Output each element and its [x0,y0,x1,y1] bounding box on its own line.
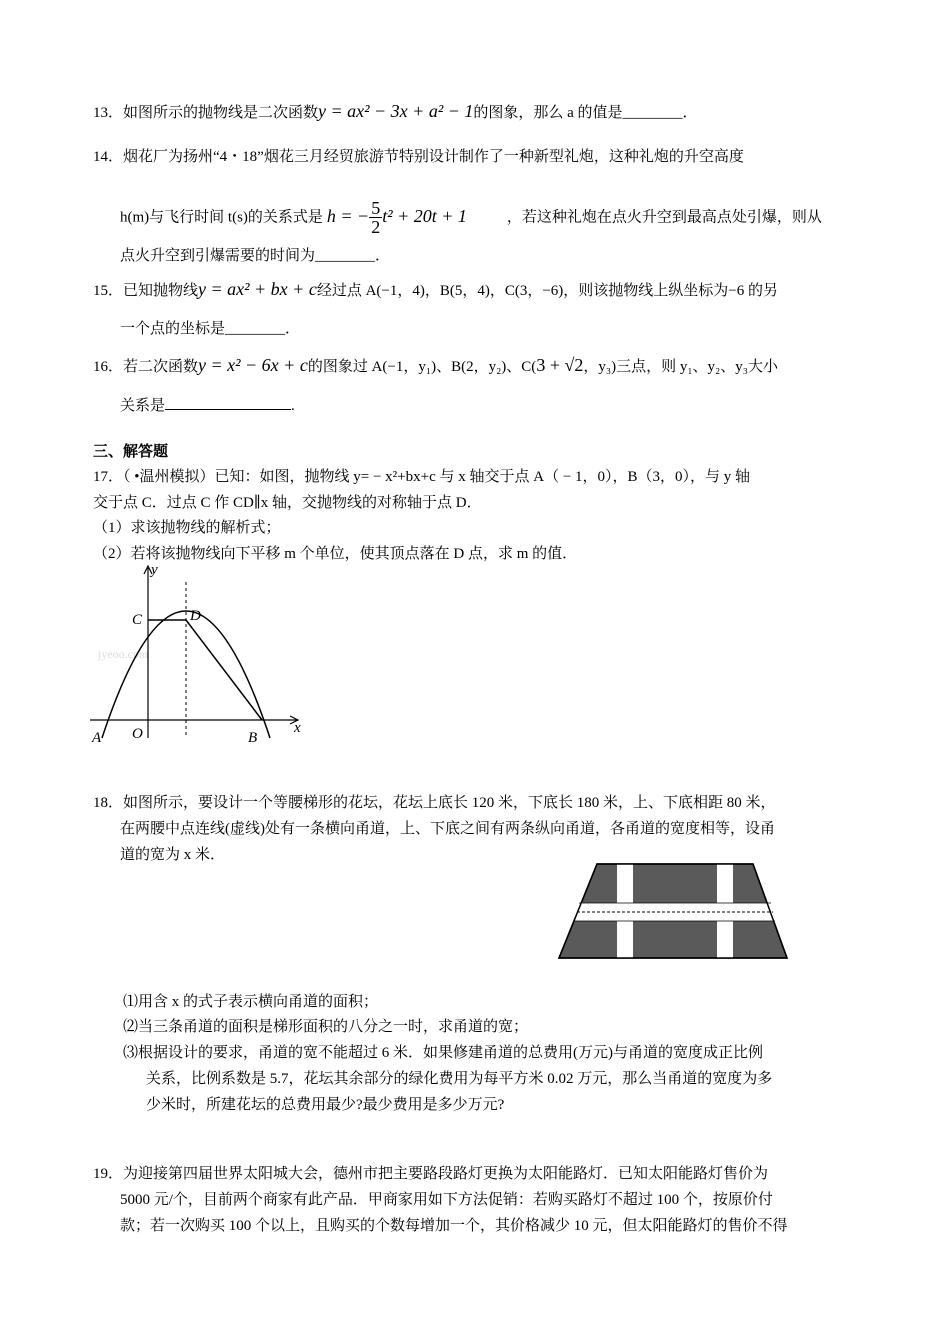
q16-text-suffix: ，y₃)三点，则 y₁、y₂、y₃大小 [583,359,779,375]
q16-text-line2: 关系是 [120,398,166,414]
q14-fraction [369,199,382,236]
q18-part2: ⑵当三条甬道的面积是梯形面积的八分之一时，求甬道的宽； [123,1019,529,1035]
q14-frac-denominator: 2 [371,217,381,237]
q18-part3-line2: 关系，比例系数是 5.7，花坛其余部分的绿化费用为每平方米 0.02 万元，那么当甬道的宽度为多 [146,1071,773,1087]
q18-line2: 在两腰中点连线(虚线)处有一条横向甬道，上、下底之间有两条纵向甬道，各甬道的宽度相等，设甬 [120,821,775,837]
q15-formula: y = ax² + bx + c [198,279,317,299]
q14-formula-rhs: t² + 20t + 1 [382,205,467,226]
q17-label-o: O [132,726,143,742]
q13-text-prefix: 13．如图所示的抛物线是二次函数 [93,105,319,121]
q17-line2: 交于点 C．过点 C 作 CD∥x 轴，交抛物线的对称轴于点 D． [93,495,482,511]
section-3-heading: 三、解答题 [93,443,169,460]
q16-answer-blank [165,409,291,410]
q14-frac-numerator: 5 [371,198,381,218]
q14-line3: 点火升空到引爆需要的时间为________． [120,248,391,264]
q14-line2 [120,199,822,236]
q13-text-suffix: 的图象，那么 a 的值是________． [473,105,698,121]
q14-formula [326,198,467,237]
q19-line2: 5000 元/个，目前两个商家有此产品．甲商家用如下方法促销：若购买路灯不超过 100 个，按原价付 [120,1192,773,1208]
q17-graph-watermark: jyeoo.com [98,647,149,661]
q18-part3-line1: ⑶根据设计的要求，甬道的宽不能超过 6 米．如果修建甬道的总费用(万元)与甬道的宽度成正比例 [123,1045,763,1061]
q16-formula: y = x² − 6x + c [198,355,308,375]
q18-vertical-path-left [617,864,633,958]
q18-trapezoid-figure [555,862,795,962]
q18-vertical-path-right [717,864,733,958]
q16-text-prefix: 16．若二次函数 [93,359,199,375]
q17-line1: 17．（ •温州模拟）已知：如图，抛物线 y= − x²+bx+c 与 x 轴交于点 A（ − 1，0），B（3，0），与 y 轴 [93,469,751,485]
q19-line1: 19．为迎接第四届世界太阳城大会，德州市把主要路段路灯更换为太阳能路灯．已知太阳能路灯售价为 [93,1166,769,1182]
q16-sqrt-expression: 3 + √2 [536,355,584,375]
q14-text-prefix: h(m)与飞行时间 t(s)的关系式是 [120,209,323,226]
q16-line2: 关系是 . [120,398,295,414]
q15-line2: 一个点的坐标是________． [120,321,301,337]
q17-label-c: C [132,612,143,628]
q18-line3: 道的宽为 x 米． [120,847,226,863]
q15-text-suffix: 经过点 A(−1，4)，B(5，4)，C(3，−6)，则该抛物线上纵坐标为−6 的另 [316,283,779,299]
q17-segment-db [186,620,262,720]
question-15 [93,278,778,302]
q17-part1: （1）求该抛物线的解析式； [93,520,281,536]
q13-formula: y = ax² − 3x + a² − 1 [318,101,474,121]
q16-text-mid: 的图象过 A(−1，y₁)、B(2，y₂)、C( [307,359,537,375]
q18-part3-line3: 少米时，所建花坛的总费用最少?最少费用是多少万元? [146,1097,505,1113]
q18-line1: 18．如图所示，要设计一个等腰梯形的花坛，花坛上底长 120 米，下底长 180 米，上、下底相距 80 米， [93,795,776,811]
question-13 [93,100,698,124]
q17-label-x: x [294,720,301,736]
q18-part1: ⑴用含 x 的式子表示横向甬道的面积； [123,994,379,1010]
q19-line3: 款；若一次购买 100 个以上，且购买的个数每增加一个，其价格减少 10 元，但太阳能路灯的售价不得 [120,1218,788,1234]
q15-text-prefix: 15．已知抛物线 [93,283,199,299]
q17-part2: （2）若将该抛物线向下平移 m 个单位，使其顶点落在 D 点，求 m 的值． [93,546,578,562]
q17-label-d: D [190,608,201,624]
q14-text-suffix: ，若这种礼炮在点火升空到最高点处引爆，则从 [506,209,822,226]
q14-line1: 14．烟花厂为扬州“4・18”烟花三月经贸旅游节特别设计制作了一种新型礼炮，这种礼炮的升空高度 [93,149,744,165]
q17-parabola-graph [88,560,318,750]
q17-label-y: y [151,562,158,578]
q17-label-b: B [248,730,258,746]
q14-formula-lhs: h = − [326,205,370,226]
question-16 [93,354,778,378]
q17-label-a: A [92,730,102,746]
